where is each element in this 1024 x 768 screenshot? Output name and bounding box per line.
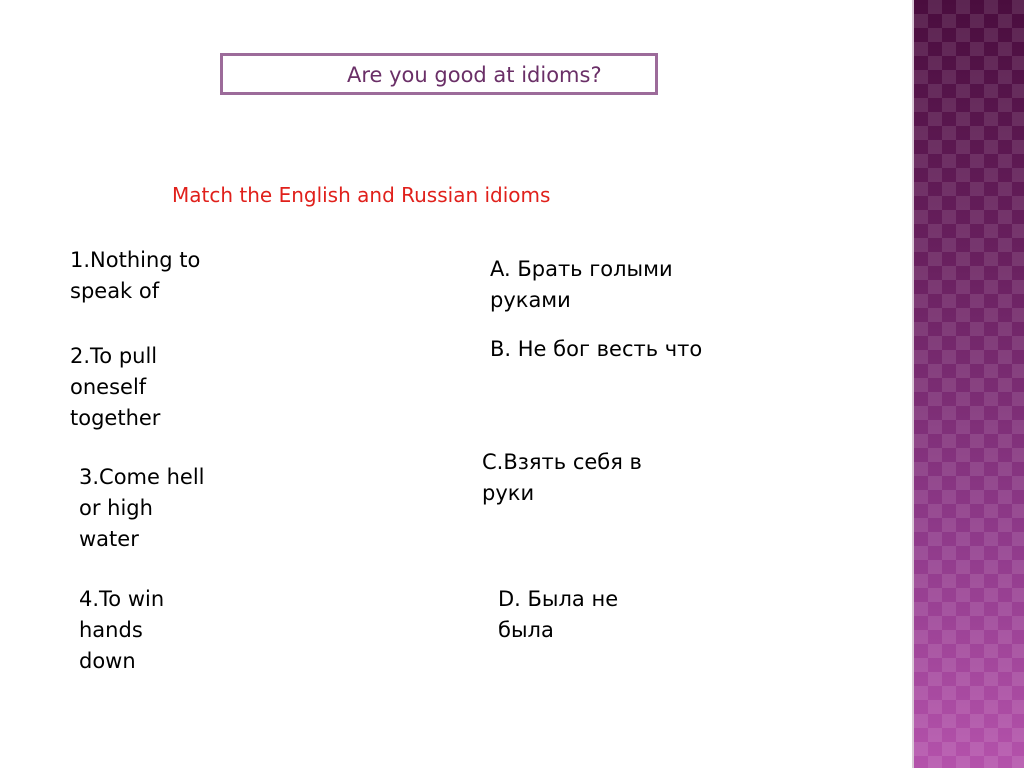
english-idiom-4: 4.To win hands down	[79, 587, 165, 673]
english-idiom-2: 2.To pull oneself together	[70, 344, 161, 430]
english-idiom-1: 1.Nothing to speak of	[70, 248, 201, 303]
decorative-side-band	[912, 0, 1024, 768]
russian-idiom-b: B. Не бог весть что	[490, 337, 703, 361]
russian-idiom-a: A. Брать голыми руками	[490, 257, 673, 312]
instruction-text: Match the English and Russian idioms	[172, 183, 551, 207]
title-box	[220, 53, 658, 95]
russian-idiom-d: D. Была не была	[498, 587, 619, 642]
russian-idiom-c: C.Взять себя в руки	[482, 450, 642, 505]
slide-title: Are you good at idioms?	[347, 63, 602, 87]
english-idiom-3: 3.Come hell or high water	[79, 465, 205, 551]
